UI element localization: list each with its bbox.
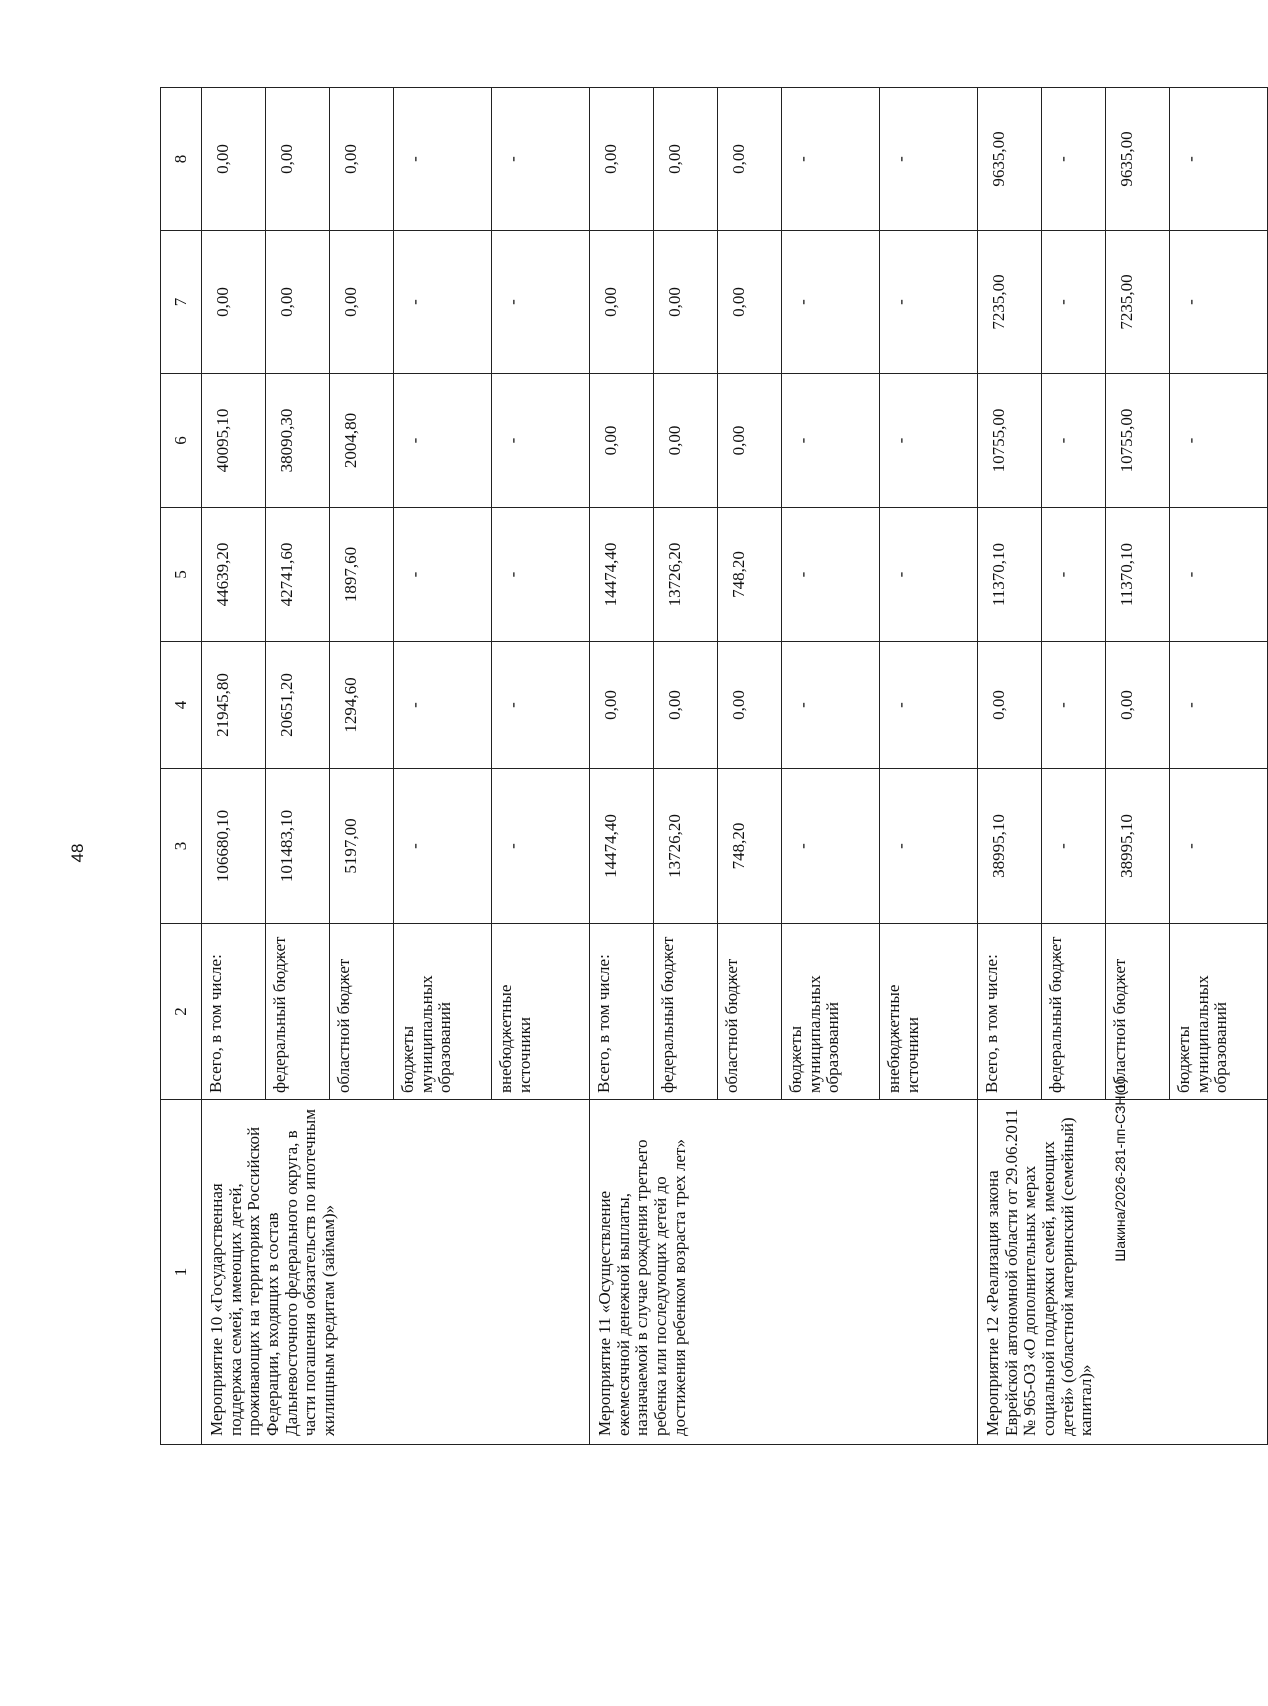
header-cell: 3: [161, 769, 202, 924]
value-cell: 14474,40: [590, 769, 654, 924]
funding-source: областной бюджет: [718, 924, 782, 1100]
table-row: [590, 88, 654, 1445]
funding-source: областной бюджет: [1106, 924, 1170, 1100]
value-cell: 748,20: [718, 769, 782, 924]
table-row: [978, 88, 1042, 1445]
value-cell: 0,00: [266, 231, 330, 374]
header-cell: 7: [161, 231, 202, 374]
value-cell: 0,00: [590, 374, 654, 508]
value-cell: 13726,20: [654, 508, 718, 642]
value-cell: 7235,00: [978, 231, 1042, 374]
value-cell: 0,00: [654, 231, 718, 374]
value-cell: 21945,80: [202, 642, 266, 769]
value-cell: 1897,60: [330, 508, 394, 642]
value-cell: 0,00: [718, 374, 782, 508]
value-cell: -: [782, 88, 880, 231]
value-cell: -: [492, 642, 590, 769]
value-cell: 38995,10: [978, 769, 1042, 924]
value-cell: -: [1170, 769, 1268, 924]
value-cell: 0,00: [718, 88, 782, 231]
value-cell: -: [782, 769, 880, 924]
measure-description: Мероприятие 10 «Государственная поддержка семей, имеющих детей, проживающих на территориях Российской Федерации, входящих в состав Дальневосточного федерального округа, в части погашения обязательств по ипотечным жилищным кредитам (займам)»: [202, 1100, 590, 1445]
funding-source: бюджеты муниципальных образований: [394, 924, 492, 1100]
value-cell: 106680,10: [202, 769, 266, 924]
footer-code-text: Шакина/2026-281-пп-СЗН(1): [1112, 1078, 1128, 1262]
funding-source: федеральный бюджет: [654, 924, 718, 1100]
value-cell: 20651,20: [266, 642, 330, 769]
value-cell: 44639,20: [202, 508, 266, 642]
value-cell: 14474,40: [590, 508, 654, 642]
funding-source: бюджеты муниципальных образований: [1170, 924, 1268, 1100]
value-cell: -: [1042, 769, 1106, 924]
value-cell: -: [1042, 508, 1106, 642]
value-cell: -: [394, 88, 492, 231]
funding-source: федеральный бюджет: [1042, 924, 1106, 1100]
header-row: [161, 88, 202, 1445]
value-cell: -: [880, 374, 978, 508]
measure-description: Мероприятие 12 «Реализация закона Еврейской автономной области от 29.06.2011 № 965-ОЗ «О дополнительных мерах социальной поддержки семей, имеющих детей» (областной материнский (семейный) капитал)»: [978, 1100, 1268, 1445]
value-cell: -: [880, 231, 978, 374]
value-cell: -: [492, 374, 590, 508]
value-cell: 0,00: [978, 642, 1042, 769]
funding-source: Всего, в том числе:: [202, 924, 266, 1100]
table-row: [202, 88, 266, 1445]
budget-table: [160, 87, 1268, 1445]
value-cell: 0,00: [718, 642, 782, 769]
funding-source: Всего, в том числе:: [590, 924, 654, 1100]
value-cell: 0,00: [590, 88, 654, 231]
value-cell: 42741,60: [266, 508, 330, 642]
value-cell: -: [394, 508, 492, 642]
value-cell: -: [782, 374, 880, 508]
header-cell: 2: [161, 924, 202, 1100]
value-cell: 101483,10: [266, 769, 330, 924]
value-cell: 38995,10: [1106, 769, 1170, 924]
header-cell: 4: [161, 642, 202, 769]
value-cell: -: [880, 642, 978, 769]
value-cell: -: [492, 508, 590, 642]
value-cell: 40095,10: [202, 374, 266, 508]
value-cell: -: [880, 769, 978, 924]
funding-source: Всего, в том числе:: [978, 924, 1042, 1100]
funding-source: бюджеты муниципальных образований: [782, 924, 880, 1100]
value-cell: 0,00: [718, 231, 782, 374]
header-cell: 6: [161, 374, 202, 508]
value-cell: -: [492, 88, 590, 231]
value-cell: 11370,10: [978, 508, 1042, 642]
value-cell: -: [1170, 231, 1268, 374]
header-cell: 5: [161, 508, 202, 642]
funding-source: федеральный бюджет: [266, 924, 330, 1100]
value-cell: 0,00: [654, 374, 718, 508]
value-cell: 11370,10: [1106, 508, 1170, 642]
value-cell: 0,00: [654, 88, 718, 231]
value-cell: -: [880, 508, 978, 642]
value-cell: 0,00: [266, 88, 330, 231]
value-cell: -: [492, 231, 590, 374]
value-cell: 2004,80: [330, 374, 394, 508]
value-cell: 10755,00: [978, 374, 1042, 508]
value-cell: -: [1170, 508, 1268, 642]
value-cell: -: [782, 642, 880, 769]
value-cell: -: [1042, 231, 1106, 374]
value-cell: 13726,20: [654, 769, 718, 924]
table-body: [202, 88, 1268, 1445]
value-cell: -: [1042, 374, 1106, 508]
page-number-text: 48: [68, 843, 87, 863]
value-cell: 0,00: [1106, 642, 1170, 769]
value-cell: 38090,30: [266, 374, 330, 508]
value-cell: -: [782, 231, 880, 374]
value-cell: -: [880, 88, 978, 231]
value-cell: 9635,00: [1106, 88, 1170, 231]
header-cell: 8: [161, 88, 202, 231]
value-cell: 0,00: [590, 231, 654, 374]
value-cell: 10755,00: [1106, 374, 1170, 508]
value-cell: 0,00: [330, 231, 394, 374]
funding-source: внебюджетные источники: [492, 924, 590, 1100]
value-cell: -: [394, 769, 492, 924]
value-cell: 748,20: [718, 508, 782, 642]
header-cell: 1: [161, 1100, 202, 1445]
value-cell: -: [492, 769, 590, 924]
value-cell: 5197,00: [330, 769, 394, 924]
value-cell: 0,00: [330, 88, 394, 231]
funding-source: внебюджетные источники: [880, 924, 978, 1100]
value-cell: 0,00: [654, 642, 718, 769]
value-cell: -: [1170, 642, 1268, 769]
value-cell: 0,00: [590, 642, 654, 769]
value-cell: -: [394, 231, 492, 374]
value-cell: 7235,00: [1106, 231, 1170, 374]
value-cell: -: [1170, 374, 1268, 508]
measure-description: Мероприятие 11 «Осуществление ежемесячной денежной выплаты, назначаемой в случае рождения третьего ребенка или последующих детей до достижения ребенком возраста трех лет»: [590, 1100, 978, 1445]
funding-source: областной бюджет: [330, 924, 394, 1100]
value-cell: 0,00: [202, 231, 266, 374]
value-cell: -: [394, 374, 492, 508]
value-cell: -: [1042, 642, 1106, 769]
value-cell: 1294,60: [330, 642, 394, 769]
value-cell: -: [1042, 88, 1106, 231]
value-cell: 9635,00: [978, 88, 1042, 231]
value-cell: -: [1170, 88, 1268, 231]
value-cell: 0,00: [202, 88, 266, 231]
value-cell: -: [394, 642, 492, 769]
value-cell: -: [782, 508, 880, 642]
